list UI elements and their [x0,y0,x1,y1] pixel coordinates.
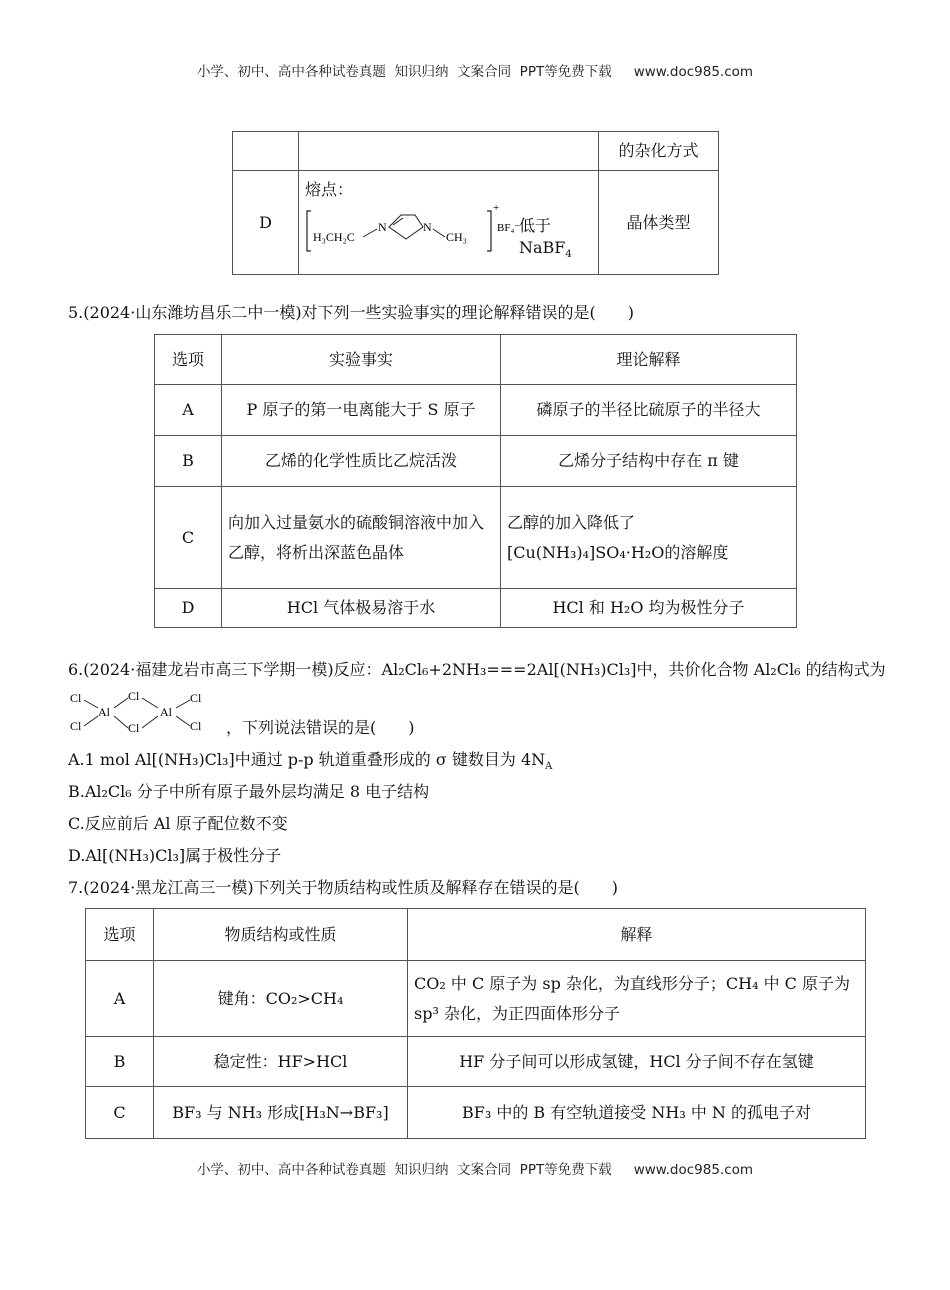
q5-explanation: HCl 和 H₂O 均为极性分子 [501,589,797,628]
q7-explanation: BF₃ 中的 B 有空轨道接受 NH₃ 中 N 的孤电子对 [408,1087,866,1139]
q5-explanation: 乙醇的加入降低了[Cu(NH₃)₄]SO₄·H₂O的溶解度 [501,487,797,589]
footer-url[interactable]: www.doc985.com [633,1162,754,1178]
top-table-cell [299,171,599,275]
q6-stem-cont: ，下列说法错误的是( ) [226,718,415,737]
struct-cl: Cl [128,689,140,703]
table-row [86,1037,866,1087]
q5-table [154,334,797,628]
al2cl6-structure [70,688,216,736]
q7-option: C [86,1087,154,1139]
top-table [232,131,719,275]
struct-al: Al [98,705,110,719]
q5-fact: 向加入过量氨水的硫酸铜溶液中加入乙醇，将析出深蓝色晶体 [222,487,501,589]
struct-cl: Cl [128,721,140,735]
struct-cl: Cl [70,691,82,705]
page-header [0,60,950,80]
q5-header: 实验事实 [222,335,501,385]
q6-stem: 6.(2024·福建龙岩市高三下学期一模)反应：Al₂Cl₆+2NH₃===2Al[(NH₃)Cl₃]中，共价化合物 Al₂Cl₆ 的结构式为 [68,660,886,679]
q6-option-d[interactable]: D.Al[(NH₃)Cl₃]属于极性分子 [68,846,282,865]
q5-option: D [155,589,222,628]
q5-explanation: 乙烯分子结构中存在 π 键 [501,436,797,487]
footer-text: 小学、初中、高中各种试卷真题 知识归纳 文案合同 PPT等免费下载 [196,1162,612,1178]
q7-option: A [86,961,154,1037]
table-row [155,385,797,436]
q7-property: BF₃ 与 NH₃ 形成[H₃N→BF₃] [154,1087,408,1139]
q7-header: 解释 [408,909,866,961]
struct-al: Al [160,705,172,719]
q7-explanation: CO₂ 中 C 原子为 sp 杂化，为直线形分子；CH₄ 中 C 原子为 sp³ 杂化，为正四面体形分子 [408,961,866,1037]
top-table-option: D [233,171,299,275]
q6-option-b[interactable]: B.Al₂Cl₆ 分子中所有原子最外层均满足 8 电子结构 [68,782,430,801]
q7-header: 物质结构或性质 [154,909,408,961]
page-footer [0,1158,950,1178]
q5-option: B [155,436,222,487]
struct-cl: Cl [190,691,202,705]
melting-point-suffix: 低于 NaBF$_4$ [519,216,572,261]
ion-plus-label: + [493,202,500,214]
top-table-cell: 晶体类型 [599,171,719,275]
q6-option-a[interactable]: A.1 mol Al[(NH₃)Cl₃]中通过 p-p 轨道重叠形成的 σ 键数目为 $4N_A$ [68,750,553,773]
top-table-cell: 的杂化方式 [599,132,719,171]
table-row [155,589,797,628]
q7-explanation: HF 分子间可以形成氢键，HCl 分子间不存在氢键 [408,1037,866,1087]
q7-option: B [86,1037,154,1087]
q5-header: 选项 [155,335,222,385]
q5-option: C [155,487,222,589]
ion-methyl-label: CH₃ [446,230,467,244]
ionic-liquid-structure [305,201,521,259]
ion-ethyl-label: H₃CH₂C [313,230,355,244]
table-row [86,961,866,1037]
table-row [155,436,797,487]
q5-option: A [155,385,222,436]
ion-n1-label: N [378,220,387,234]
q5-fact: P 原子的第一电离能大于 S 原子 [222,385,501,436]
q7-property: 键角：CO₂>CH₄ [154,961,408,1037]
struct-cl: Cl [70,719,82,733]
q5-stem: 5.(2024·山东潍坊昌乐二中一模)对下列一些实验事实的理论解释错误的是( ) [68,303,635,322]
melting-point-label: 熔点： [305,180,354,199]
q7-table [85,908,866,1139]
q5-fact: HCl 气体极易溶于水 [222,589,501,628]
q7-header: 选项 [86,909,154,961]
q5-header: 理论解释 [501,335,797,385]
ion-n2-label: N [423,220,432,234]
q7-stem: 7.(2024·黑龙江高三一模)下列关于物质结构或性质及解释存在错误的是( ) [68,878,619,897]
table-row [86,1087,866,1139]
struct-cl: Cl [190,719,202,733]
header-text: 小学、初中、高中各种试卷真题 知识归纳 文案合同 PPT等免费下载 [196,64,612,80]
q5-explanation: 磷原子的半径比硫原子的半径大 [501,385,797,436]
header-url[interactable]: www.doc985.com [633,64,754,80]
q6-option-c[interactable]: C.反应前后 Al 原子配位数不变 [68,814,288,833]
ion-anion-label: BF₄⁻ [497,222,521,234]
table-row [155,487,797,589]
q7-property: 稳定性：HF>HCl [154,1037,408,1087]
q5-fact: 乙烯的化学性质比乙烷活泼 [222,436,501,487]
